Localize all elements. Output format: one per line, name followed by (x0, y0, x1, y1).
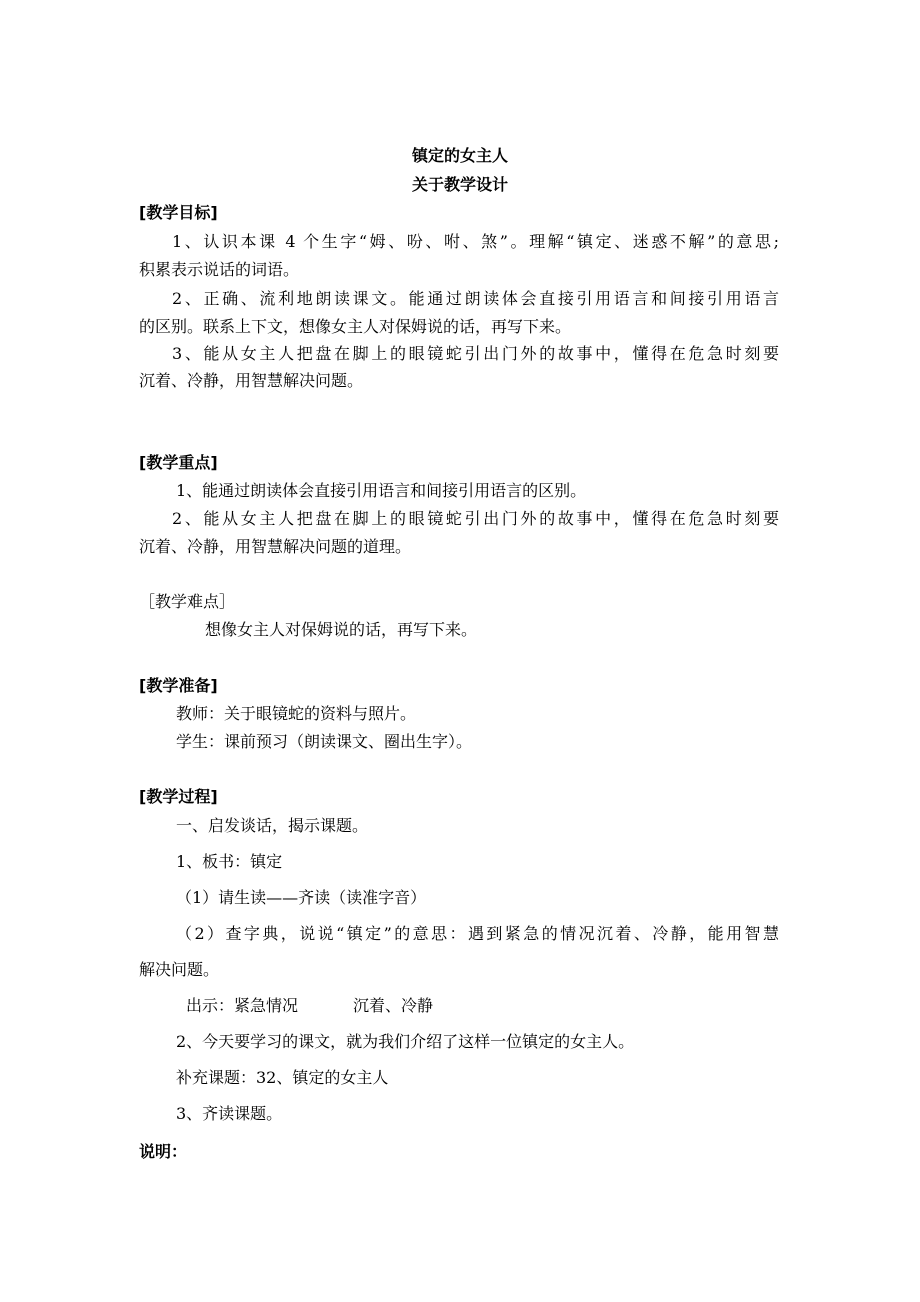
key-points-line-1: 1、能通过朗读体会直接引用语言和间接引用语言的区别。 (176, 481, 587, 500)
section-heading-difficulties: ［教学难点］ (139, 592, 236, 611)
section-heading-key-points: [教学重点] (139, 453, 218, 472)
goals-line-5: 3、能从女主人把盘在脚上的眼镜蛇引出门外的故事中，懂得在危急时刻要 (172, 344, 779, 363)
section-heading-process: [教学过程] (139, 787, 218, 806)
section-heading-preparation: [教学准备] (139, 676, 218, 695)
key-points-line-2: 2、能从女主人把盘在脚上的眼镜蛇引出门外的故事中，懂得在危急时刻要 (172, 509, 779, 528)
process-line-5: 解决问题。 (139, 960, 220, 979)
process-line-8: 补充课题：32、镇定的女主人 (176, 1068, 389, 1087)
section-heading-notes: 说明： (139, 1142, 188, 1161)
goals-line-6: 沉着、冷静，用智慧解决问题。 (139, 371, 364, 390)
process-line-4: （2）查字典，说说“镇定”的意思：遇到紧急的情况沉着、冷静，能用智慧 (176, 924, 779, 943)
process-line-3: （1）请生读——齐读（读准字音） (176, 888, 427, 907)
preparation-line-1: 教师：关于眼镜蛇的资料与照片。 (176, 704, 417, 723)
document-subtitle: 关于教学设计 (411, 175, 508, 194)
process-line-1: 一、启发谈话，揭示课题。 (176, 816, 369, 835)
process-line-2: 1、板书：镇定 (176, 852, 283, 871)
key-points-line-3: 沉着、冷静，用智慧解决问题的道理。 (139, 537, 412, 556)
goals-line-4: 的区别。联系上下文，想像女主人对保姆说的话，再写下来。 (139, 317, 572, 336)
process-line-6b: 沉着、冷静 (353, 996, 434, 1015)
preparation-line-2: 学生：课前预习（朗读课文、圈出生字）。 (176, 732, 473, 751)
goals-line-1: 1、认识本课 4 个生字“姆、吩、咐、煞”。理解“镇定、迷惑不解”的意思; (172, 232, 779, 251)
goals-line-2: 积累表示说话的词语。 (139, 260, 300, 279)
process-line-6a: 出示：紧急情况 (186, 996, 299, 1015)
section-heading-goals: [教学目标] (139, 203, 218, 222)
difficulties-line-1: 想像女主人对保姆说的话，再写下来。 (205, 620, 478, 639)
process-line-9: 3、齐读课题。 (176, 1104, 283, 1123)
goals-line-3: 2、正确、流利地朗读课文。能通过朗读体会直接引用语言和间接引用语言 (172, 289, 779, 308)
process-line-7: 2、今天要学习的课文，就为我们介绍了这样一位镇定的女主人。 (176, 1032, 635, 1051)
document-title: 镇定的女主人 (411, 146, 508, 165)
